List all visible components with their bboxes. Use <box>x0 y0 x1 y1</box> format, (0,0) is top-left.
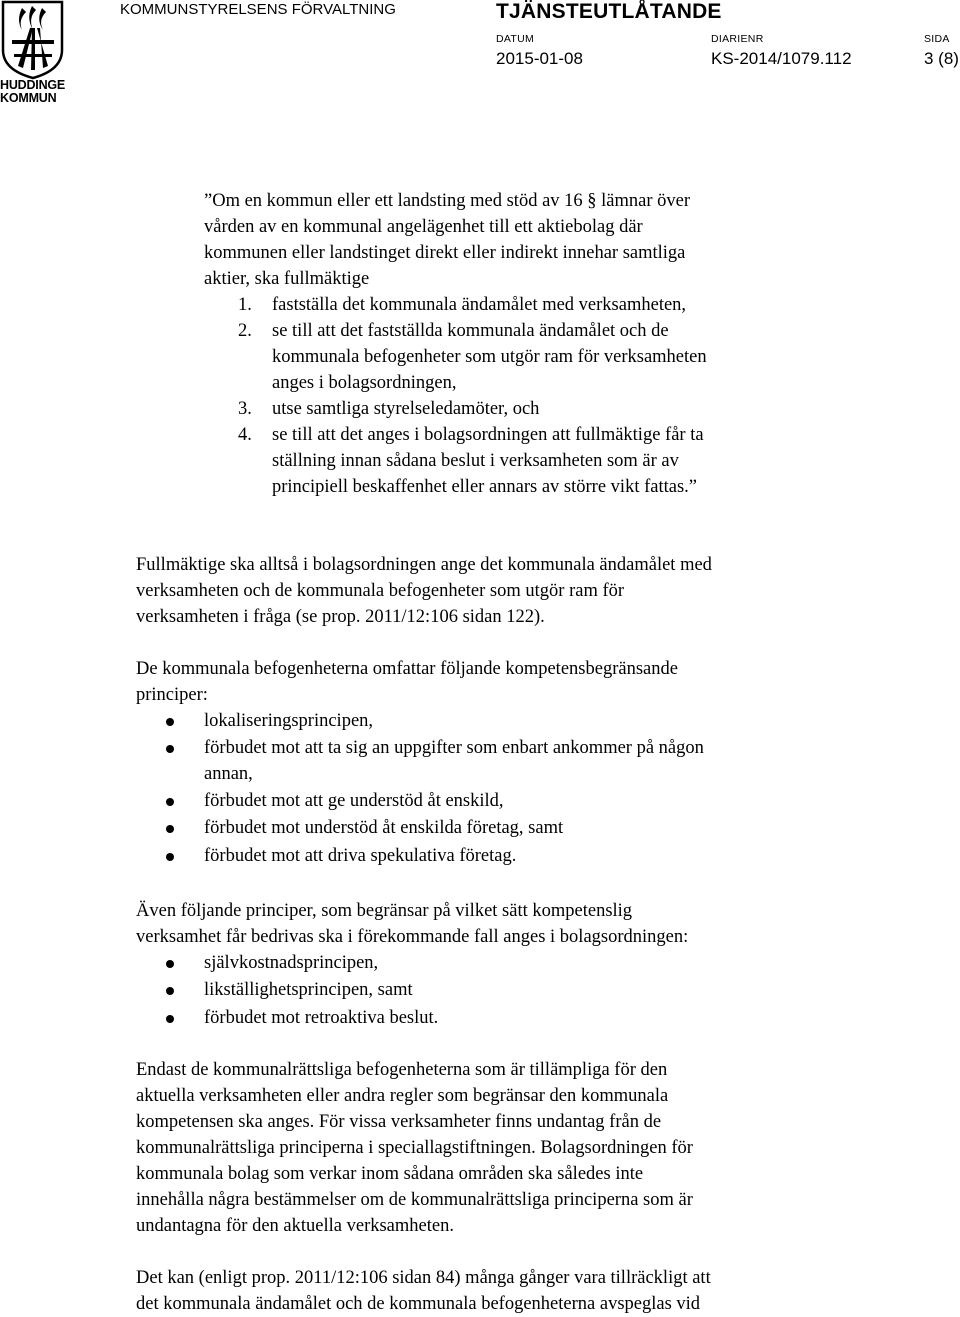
bullet-icon <box>166 825 174 833</box>
page-label: SIDA <box>924 33 950 45</box>
date-label: DATUM <box>496 33 535 45</box>
reference-label: DIARIENR <box>711 33 764 45</box>
logo-text: HUDDINGE KOMMUN <box>0 78 66 105</box>
list-item: förbudet mot att driva spekulativa företag. <box>204 846 517 866</box>
list-item: lokaliseringsprincipen, <box>204 711 374 731</box>
paragraph: Det kan (enligt prop. 2011/12:106 sidan 84) många gånger vara tillräckligt att det kommunala ändamålet och de kommunala befogenheterna avspeglas vid <box>136 1268 711 1314</box>
paragraph: Även följande principer, som begränsar på vilket sätt kompetenslig verksamhet får bedrivas ska i förekommande fall anges i bolagsordningen: <box>136 901 689 947</box>
bullet-icon <box>166 1015 174 1023</box>
coat-of-arms-icon <box>0 0 66 80</box>
paragraph: Endast de kommunalrättsliga befogenheterna som är tillämpliga för den aktuella verksamheten eller andra regler som begränsar den kommunala kompetensen ska anges. För vissa verksamheter finns undantag från de kommunalrättsliga principerna i speciallagstiftningen. Bolagsordningen för kommunala bolag som verkar inom sådana områden ska således inte innehålla några bestämmelser om de kommunalrättsliga principerna som är undantagna för den aktuella verksamheten. <box>136 1060 693 1236</box>
list-item: förbudet mot att ge understöd åt enskild, <box>204 791 504 811</box>
list-item: förbudet mot att ta sig an uppgifter som enbart ankommer på någon <box>204 738 704 758</box>
bullet-icon <box>166 960 174 968</box>
agency-name: KOMMUNSTYRELSENS FÖRVALTNING <box>120 1 396 18</box>
paragraph: De kommunala befogenheterna omfattar följande kompetensbegränsande principer: <box>136 659 678 705</box>
date-value: 2015-01-08 <box>496 49 583 68</box>
page-number: 3 (8) <box>924 49 959 68</box>
bullet-icon <box>166 718 174 726</box>
bullet-icon <box>166 745 174 753</box>
list-item: likställighetsprincipen, samt <box>204 980 413 1000</box>
document-type: TJÄNSTEUTLÅTANDE <box>496 0 722 23</box>
quote-intro: ”Om en kommun eller ett landsting med stöd av 16 § lämnar över vården av en kommunal angelägenhet till ett aktiebolag där kommunen eller landstinget direkt eller indirekt innehar samtliga aktier, ska fullmäktige <box>204 191 691 289</box>
paragraph: Fullmäktige ska alltså i bolagsordningen ange det kommunala ändamålet med verksamheten och de kommunala befogenheter som utgör ram för verksamheten i fråga (se prop. 2011/12:106 sidan 122). <box>136 555 712 627</box>
bullet-icon <box>166 798 174 806</box>
reference-value: KS-2014/1079.112 <box>711 49 852 68</box>
list-item: förbudet mot understöd åt enskilda företag, samt <box>204 818 564 838</box>
bullet-icon <box>166 987 174 995</box>
list-item: förbudet mot retroaktiva beslut. <box>204 1008 439 1028</box>
list-item-continuation: annan, <box>204 764 253 784</box>
bullet-icon <box>166 853 174 861</box>
list-item: självkostnadsprincipen, <box>204 953 379 973</box>
